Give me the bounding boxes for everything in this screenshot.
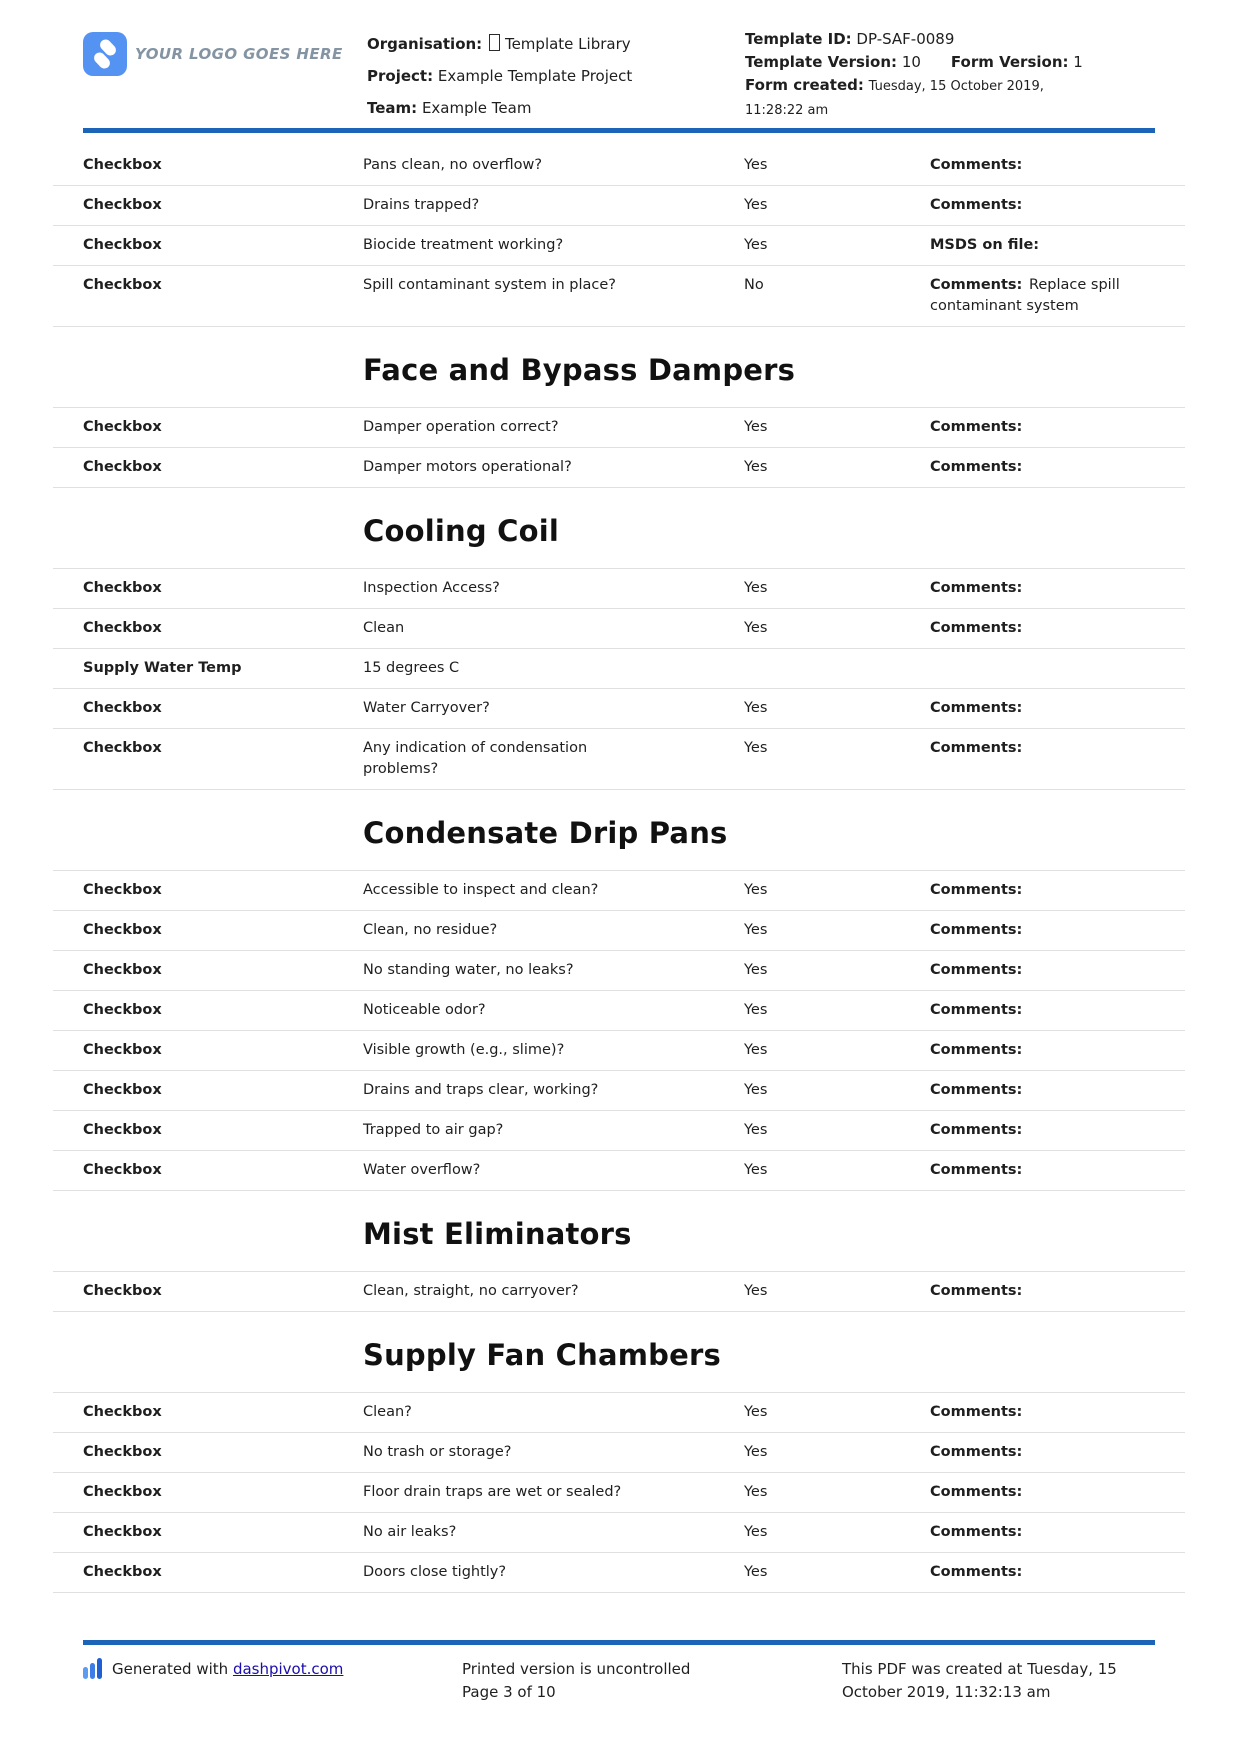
question-text: 15 degrees C	[363, 660, 460, 676]
comment-cell	[930, 1482, 1185, 1503]
comment-label: Comments:	[930, 1082, 1023, 1098]
field-label: Checkbox	[83, 1042, 162, 1058]
comment-label: Comments:	[930, 157, 1023, 173]
comment-cell	[930, 1442, 1185, 1463]
checklist-row	[53, 1513, 1185, 1553]
question-text: Water overflow?	[363, 1162, 481, 1178]
field-label: Checkbox	[83, 277, 162, 293]
question-text: Clean, no residue?	[363, 922, 498, 938]
field-label: Supply Water Temp	[83, 660, 242, 676]
comment-label: MSDS on file:	[930, 237, 1040, 253]
comment-label: Comments:	[930, 1283, 1023, 1299]
footer-divider	[83, 1640, 1155, 1645]
generated-with-text: Generated with	[112, 1660, 229, 1678]
field-label: Checkbox	[83, 197, 162, 213]
section-heading: Mist Eliminators	[363, 1217, 632, 1251]
field-label: Checkbox	[83, 459, 162, 475]
question-text: Damper motors operational?	[363, 459, 572, 475]
field-label: Checkbox	[83, 419, 162, 435]
section-heading: Cooling Coil	[363, 514, 559, 548]
checklist-row	[53, 448, 1185, 488]
comment-label: Comments:	[930, 580, 1023, 596]
comment-cell	[930, 920, 1185, 941]
checklist-row	[53, 226, 1185, 266]
comment-cell	[930, 457, 1185, 478]
comment-cell	[930, 1402, 1185, 1423]
comment-label: Comments:	[930, 1444, 1023, 1460]
checklist-content	[53, 146, 1185, 1593]
comment-label: Comments:	[930, 459, 1023, 475]
team-value: Example Team	[421, 99, 532, 117]
field-label: Checkbox	[83, 1484, 162, 1500]
comment-value: Replace spill contaminant system	[930, 277, 1120, 314]
comment-cell	[930, 195, 1185, 216]
checklist-row	[53, 1393, 1185, 1433]
comment-cell	[930, 1281, 1185, 1302]
answer-value: Yes	[744, 157, 768, 173]
checklist-row	[53, 1553, 1185, 1593]
field-label: Checkbox	[83, 1162, 162, 1178]
version-line	[745, 51, 1097, 74]
question-text: Doors close tightly?	[363, 1564, 507, 1580]
field-label: Checkbox	[83, 1444, 162, 1460]
section-table	[53, 568, 1185, 790]
organisation-line	[367, 28, 632, 60]
section-heading: Condensate Drip Pans	[363, 816, 728, 850]
dashpivot-link[interactable]: dashpivot.com	[232, 1660, 344, 1678]
project-label: Project:	[367, 67, 434, 85]
question-text: No air leaks?	[363, 1524, 457, 1540]
page-number: Page 3 of 10	[462, 1683, 556, 1701]
logo-placeholder-text: YOUR LOGO GOES HERE	[135, 45, 343, 63]
answer-value: Yes	[744, 1404, 768, 1420]
answer-value: Yes	[744, 962, 768, 978]
question-text: Drains trapped?	[363, 197, 480, 213]
comment-cell	[930, 698, 1185, 719]
printed-note: Printed version is uncontrolled	[462, 1660, 691, 1678]
question-text: Accessible to inspect and clean?	[363, 882, 599, 898]
field-label: Checkbox	[83, 740, 162, 756]
checklist-row	[53, 1111, 1185, 1151]
template-id-value: DP-SAF-0089	[856, 30, 955, 48]
section-heading: Face and Bypass Dampers	[363, 353, 796, 387]
team-line	[367, 92, 632, 124]
organisation-block	[367, 28, 632, 124]
checklist-row	[53, 1433, 1185, 1473]
field-label: Checkbox	[83, 1404, 162, 1420]
section-heading: Supply Fan Chambers	[363, 1338, 721, 1372]
comment-cell	[930, 155, 1185, 176]
question-text: Spill contaminant system in place?	[363, 277, 616, 293]
comment-cell	[930, 235, 1185, 256]
footer-generated	[83, 1658, 343, 1680]
form-version-value: 1	[1073, 53, 1083, 71]
answer-value: Yes	[744, 1082, 768, 1098]
question-text: Biocide treatment working?	[363, 237, 564, 253]
comment-cell	[930, 960, 1185, 981]
question-text: Drains and traps clear, working?	[363, 1082, 599, 1098]
checklist-row	[53, 871, 1185, 911]
answer-value: Yes	[744, 419, 768, 435]
checklist-row	[53, 1071, 1185, 1111]
answer-value: Yes	[744, 459, 768, 475]
comment-cell	[930, 1040, 1185, 1061]
comment-cell	[930, 1160, 1185, 1181]
comment-cell	[930, 1120, 1185, 1141]
template-version-value: 10	[901, 53, 921, 71]
answer-value: Yes	[744, 700, 768, 716]
field-label: Checkbox	[83, 237, 162, 253]
checklist-row	[53, 569, 1185, 609]
field-label: Checkbox	[83, 157, 162, 173]
answer-value: Yes	[744, 1283, 768, 1299]
comment-label: Comments:	[930, 620, 1023, 636]
answer-value: Yes	[744, 1524, 768, 1540]
template-id-line	[745, 28, 1097, 51]
question-text: Floor drain traps are wet or sealed?	[363, 1484, 622, 1500]
question-text: Clean, straight, no carryover?	[363, 1283, 579, 1299]
checklist-row	[53, 266, 1185, 327]
organisation-value: Template Library	[504, 35, 631, 53]
section-table	[53, 1271, 1185, 1312]
answer-value: Yes	[744, 1444, 768, 1460]
field-label: Checkbox	[83, 580, 162, 596]
form-created-value: Tuesday, 15 October 2019, 11:28:22 am	[745, 79, 1044, 118]
comment-cell	[930, 738, 1185, 759]
comment-label: Comments:	[930, 1484, 1023, 1500]
bar-chart-icon	[83, 1658, 103, 1680]
comment-cell	[930, 578, 1185, 599]
comment-cell	[930, 1522, 1185, 1543]
answer-value: Yes	[744, 882, 768, 898]
question-text: Damper operation correct?	[363, 419, 559, 435]
field-label: Checkbox	[83, 620, 162, 636]
checklist-row	[53, 186, 1185, 226]
answer-value: No	[744, 277, 764, 293]
header-divider	[83, 128, 1155, 133]
comment-label: Comments:	[930, 277, 1023, 293]
comment-label: Comments:	[930, 1524, 1023, 1540]
question-text: Clean	[363, 620, 405, 636]
checklist-row	[53, 408, 1185, 448]
company-logo-icon	[83, 32, 127, 76]
answer-value: Yes	[744, 1564, 768, 1580]
comment-cell	[930, 880, 1185, 901]
checklist-row	[53, 649, 1185, 689]
form-version-label: Form Version:	[950, 53, 1069, 71]
checklist-row	[53, 951, 1185, 991]
comment-label: Comments:	[930, 740, 1023, 756]
comment-cell	[930, 1080, 1185, 1101]
field-label: Checkbox	[83, 1564, 162, 1580]
form-created-line	[745, 74, 1097, 122]
comment-cell	[930, 1000, 1185, 1021]
section-table	[53, 407, 1185, 488]
comment-label: Comments:	[930, 1404, 1023, 1420]
project-value: Example Template Project	[437, 67, 633, 85]
template-meta-block	[745, 28, 1097, 122]
field-label: Checkbox	[83, 1082, 162, 1098]
comment-label: Comments:	[930, 962, 1023, 978]
section-table	[53, 870, 1185, 1191]
question-text: Inspection Access?	[363, 580, 500, 596]
comment-cell	[930, 1562, 1185, 1583]
question-text: Water Carryover?	[363, 700, 490, 716]
comment-cell	[930, 658, 1185, 679]
question-text: Noticeable odor?	[363, 1002, 486, 1018]
footer-page-info	[462, 1658, 690, 1704]
checklist-row	[53, 729, 1185, 790]
checklist-row	[53, 689, 1185, 729]
answer-value: Yes	[744, 197, 768, 213]
form-created-label: Form created:	[745, 76, 864, 94]
team-label: Team:	[367, 99, 418, 117]
field-label: Checkbox	[83, 882, 162, 898]
answer-value: Yes	[744, 237, 768, 253]
question-text: No standing water, no leaks?	[363, 962, 574, 978]
comment-label: Comments:	[930, 197, 1023, 213]
comment-label: Comments:	[930, 1002, 1023, 1018]
field-label: Checkbox	[83, 1002, 162, 1018]
comment-label: Comments:	[930, 1122, 1023, 1138]
checklist-row	[53, 1473, 1185, 1513]
comment-cell	[930, 275, 1185, 317]
company-logo	[83, 32, 343, 76]
answer-value: Yes	[744, 1162, 768, 1178]
footer-created-note: This PDF was created at Tuesday, 15 October 2019, 11:32:13 am	[842, 1660, 1117, 1701]
checklist-row	[53, 146, 1185, 186]
checklist-row	[53, 991, 1185, 1031]
organisation-label: Organisation:	[367, 35, 483, 53]
field-label: Checkbox	[83, 1283, 162, 1299]
checklist-row	[53, 609, 1185, 649]
question-text: Visible growth (e.g., slime)?	[363, 1042, 565, 1058]
question-text: No trash or storage?	[363, 1444, 512, 1460]
answer-value: Yes	[744, 1002, 768, 1018]
answer-value: Yes	[744, 922, 768, 938]
question-text: Pans clean, no overflow?	[363, 157, 543, 173]
field-label: Checkbox	[83, 1122, 162, 1138]
project-line	[367, 60, 632, 92]
answer-value: Yes	[744, 1122, 768, 1138]
question-text: Any indication of condensation problems?	[363, 740, 588, 777]
checklist-row	[53, 1272, 1185, 1312]
comment-cell	[930, 618, 1185, 639]
comment-label: Comments:	[930, 922, 1023, 938]
missing-glyph-box	[489, 34, 500, 51]
template-version-label: Template Version:	[745, 53, 898, 71]
field-label: Checkbox	[83, 700, 162, 716]
section-table	[53, 146, 1185, 327]
question-text: Trapped to air gap?	[363, 1122, 504, 1138]
comment-label: Comments:	[930, 1042, 1023, 1058]
answer-value: Yes	[744, 1484, 768, 1500]
answer-value: Yes	[744, 740, 768, 756]
comment-cell	[930, 417, 1185, 438]
checklist-row	[53, 1151, 1185, 1191]
field-label: Checkbox	[83, 962, 162, 978]
answer-value: Yes	[744, 620, 768, 636]
question-text: Clean?	[363, 1404, 412, 1420]
section-table	[53, 1392, 1185, 1593]
answer-value: Yes	[744, 580, 768, 596]
comment-label: Comments:	[930, 419, 1023, 435]
comment-label: Comments:	[930, 1162, 1023, 1178]
comment-label: Comments:	[930, 882, 1023, 898]
comment-label: Comments:	[930, 700, 1023, 716]
field-label: Checkbox	[83, 922, 162, 938]
checklist-row	[53, 1031, 1185, 1071]
answer-value: Yes	[744, 1042, 768, 1058]
comment-label: Comments:	[930, 1564, 1023, 1580]
checklist-row	[53, 911, 1185, 951]
field-label: Checkbox	[83, 1524, 162, 1540]
template-id-label: Template ID:	[745, 30, 852, 48]
